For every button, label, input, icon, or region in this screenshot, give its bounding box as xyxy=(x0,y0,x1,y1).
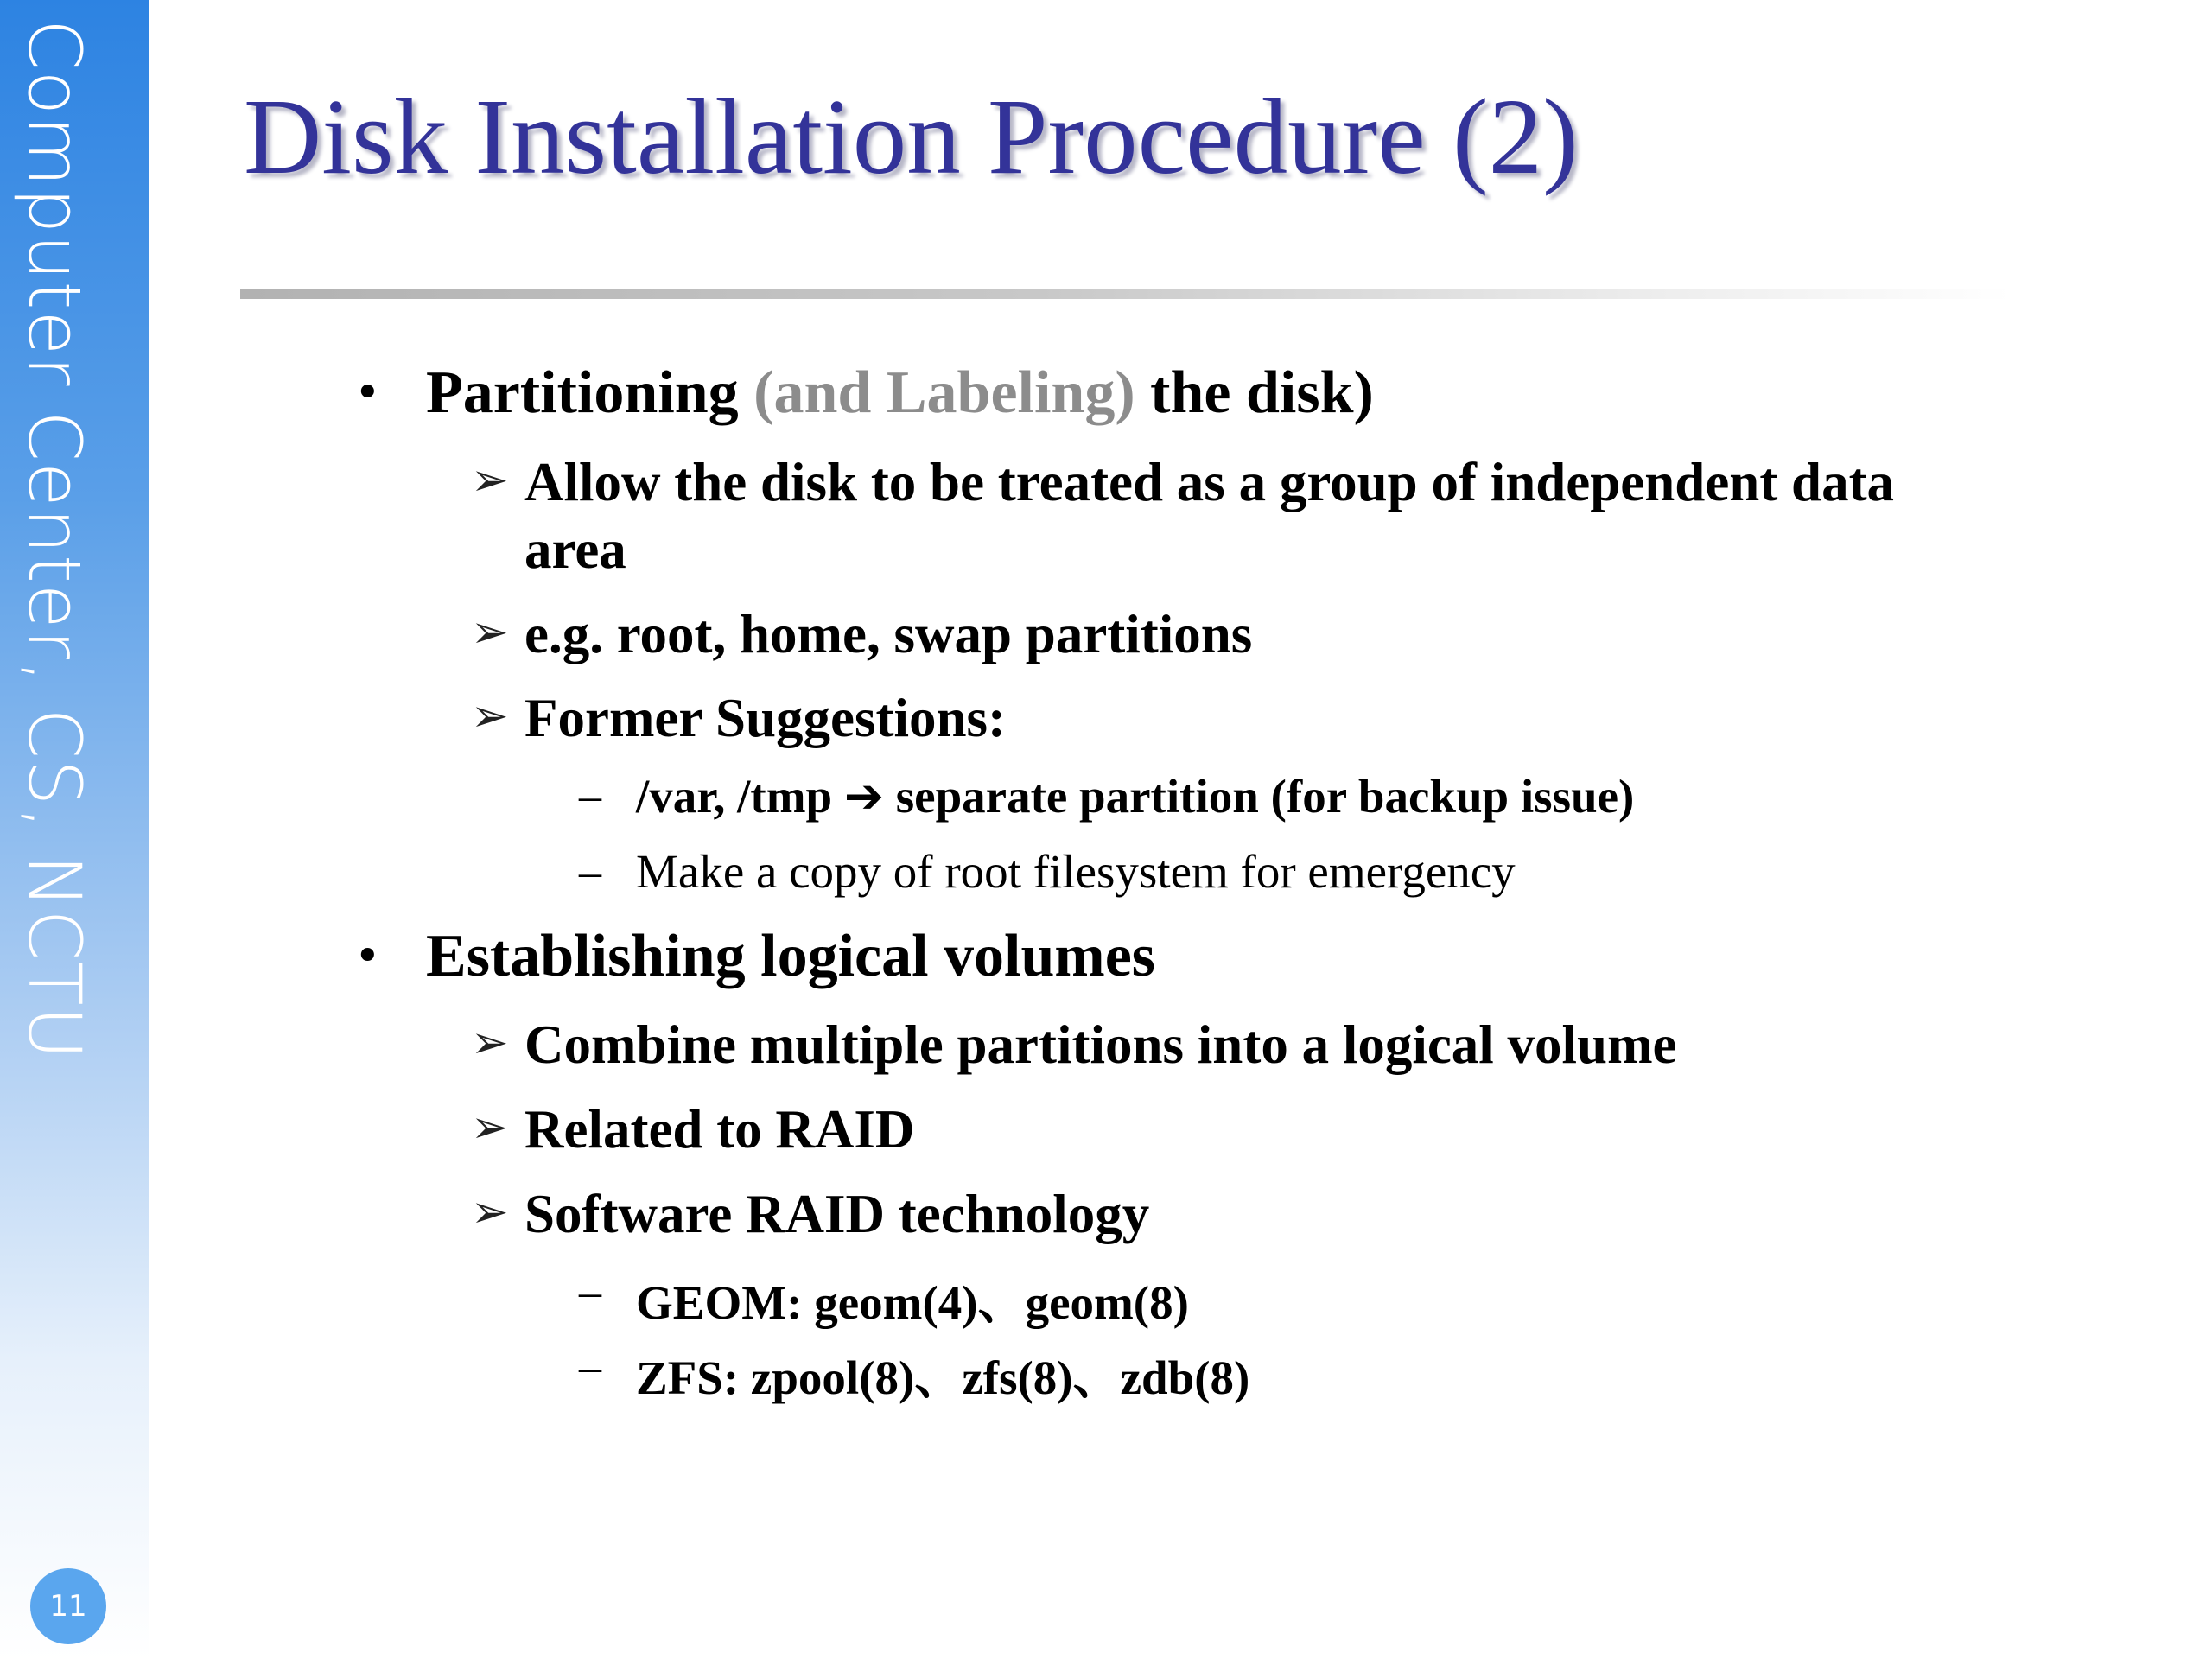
bullet-marker: • xyxy=(354,367,381,419)
sub-bullet: Combine multiple partitions into a logical volume xyxy=(524,1014,1677,1075)
sub-bullet: e.g. root, home, swap partitions xyxy=(524,604,1253,664)
title-divider xyxy=(240,289,2012,299)
dash-marker: – xyxy=(579,772,601,821)
dash-marker: – xyxy=(579,1343,601,1392)
sub-bullet-continuation: area xyxy=(524,519,626,580)
bullet-text-muted: (and Labeling) xyxy=(753,359,1135,426)
arrow-bullet-icon: ➢ xyxy=(471,1102,509,1154)
detail-text: /var, /tmp xyxy=(636,770,844,823)
sidebar xyxy=(0,0,149,1659)
dash-marker: – xyxy=(579,1268,601,1317)
sub-bullet: Software RAID technology xyxy=(524,1184,1150,1244)
detail-text: separate partition (for backup issue) xyxy=(884,770,1635,823)
sub-bullet: Former Suggestions: xyxy=(524,688,1007,748)
bullet-text: the disk) xyxy=(1135,359,1374,426)
sub-bullet: Allow the disk to be treated as a group of independent data xyxy=(524,452,1895,512)
page-number-badge: 11 xyxy=(30,1568,106,1644)
arrow-bullet-icon: ➢ xyxy=(471,607,509,658)
arrow-bullet-icon: ➢ xyxy=(471,1186,509,1238)
bullet-logical-volumes: Establishing logical volumes xyxy=(426,923,1156,989)
dash-marker: – xyxy=(579,848,601,897)
bullet-partitioning xyxy=(426,359,1374,428)
sidebar-label: Computer Center, CS, NCTU xyxy=(12,19,97,1061)
detail-item xyxy=(636,768,1634,823)
sub-bullet: Related to RAID xyxy=(524,1099,915,1160)
right-arrow-icon: ➔ xyxy=(843,768,884,823)
arrow-bullet-icon: ➢ xyxy=(471,1017,509,1069)
detail-item: GEOM: geom(4)、geom(8) xyxy=(636,1276,1189,1329)
bullet-marker: • xyxy=(354,931,381,982)
detail-item: Make a copy of root filesystem for emergency xyxy=(636,845,1516,898)
bullet-text: Partitioning xyxy=(426,359,754,426)
detail-item: ZFS: zpool(8)、zfs(8)、zdb(8) xyxy=(636,1351,1250,1404)
arrow-bullet-icon: ➢ xyxy=(471,454,509,506)
arrow-bullet-icon: ➢ xyxy=(471,690,509,742)
slide-title: Disk Installation Procedure (2) xyxy=(244,78,1579,197)
